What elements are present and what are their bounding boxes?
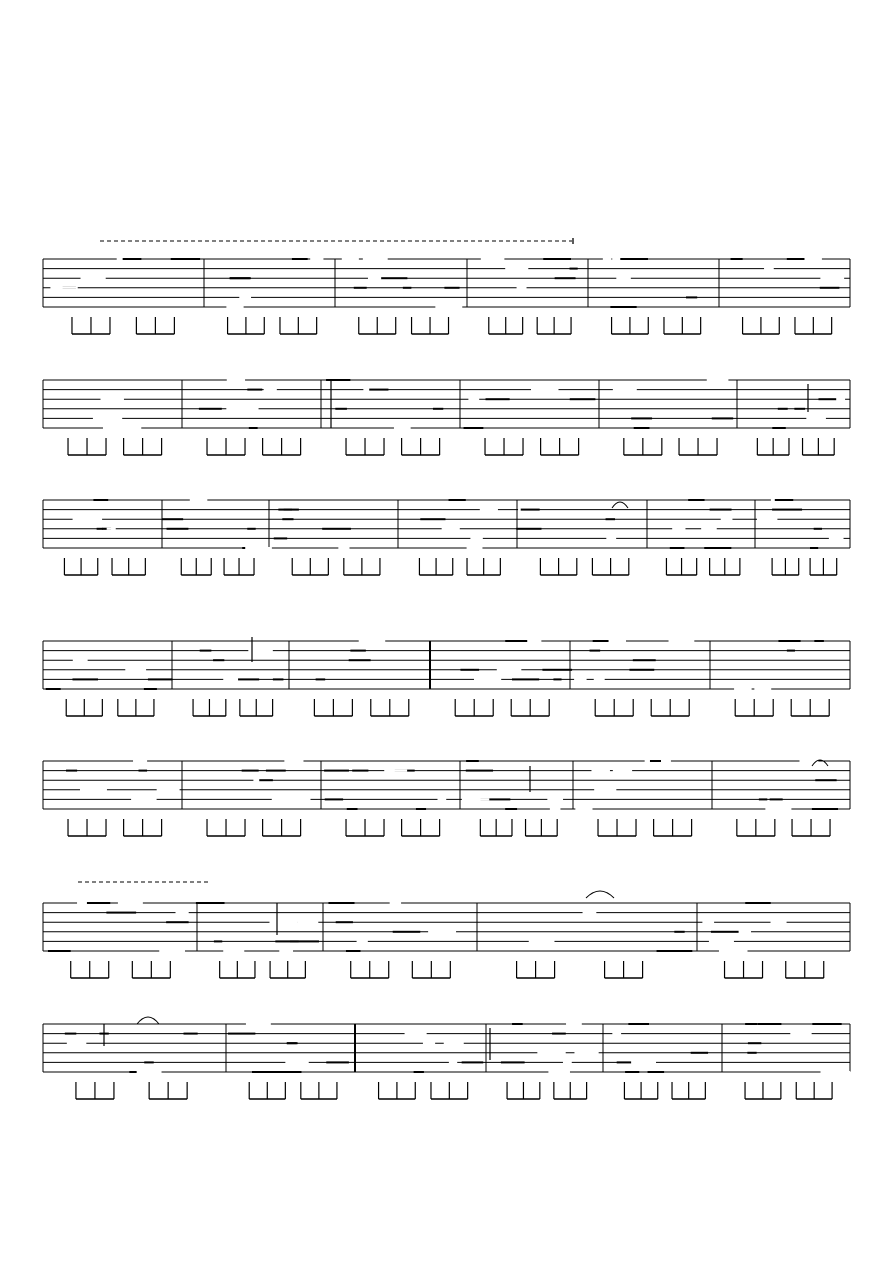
fret-mark	[259, 779, 273, 781]
fret-mark	[610, 306, 636, 308]
fret-mark	[707, 379, 729, 381]
fret-mark	[442, 528, 460, 530]
fret-mark	[346, 950, 361, 952]
fret-mark	[759, 798, 767, 800]
fret-mark	[101, 417, 111, 419]
tie-arc	[137, 1017, 159, 1024]
fret-mark	[674, 931, 684, 933]
fret-mark	[711, 931, 739, 933]
fret-mark	[369, 389, 388, 391]
fret-mark	[613, 770, 632, 772]
fret-mark	[704, 547, 731, 549]
fret-mark	[420, 518, 445, 520]
fret-mark	[778, 640, 800, 642]
fret-mark	[435, 306, 462, 308]
fret-mark	[709, 940, 734, 942]
fret-mark	[72, 678, 98, 680]
fret-mark	[77, 902, 88, 904]
fret-mark	[223, 950, 244, 952]
fret-mark	[184, 1033, 198, 1035]
fret-mark	[821, 1071, 851, 1073]
fret-mark	[67, 1042, 87, 1044]
fret-mark	[628, 1023, 649, 1025]
fret-mark	[423, 1042, 435, 1044]
fret-mark	[328, 902, 354, 904]
fret-mark	[790, 1033, 811, 1035]
fret-mark	[245, 547, 272, 549]
fret-mark	[294, 798, 311, 800]
fret-mark	[80, 789, 107, 791]
fret-mark	[231, 408, 258, 410]
fret-mark	[176, 912, 189, 914]
fret-mark	[428, 931, 456, 933]
fret-mark	[384, 770, 407, 772]
fret-mark	[787, 258, 805, 260]
fret-mark	[239, 296, 251, 298]
fret-mark	[464, 427, 484, 429]
fret-mark	[806, 417, 826, 419]
fret-mark	[144, 1061, 153, 1063]
tie-arc	[612, 502, 628, 508]
fret-mark	[612, 258, 620, 260]
fret-mark	[772, 427, 785, 429]
fret-mark	[393, 931, 421, 933]
fret-mark	[672, 528, 685, 530]
fret-mark	[550, 808, 561, 810]
fret-mark	[467, 547, 483, 549]
fret-mark	[462, 1061, 484, 1063]
fret-mark	[354, 287, 367, 289]
fret-mark	[470, 537, 482, 539]
fret-mark	[190, 499, 208, 501]
fret-mark	[501, 1061, 525, 1063]
fret-mark	[778, 408, 788, 410]
fret-mark	[688, 499, 704, 501]
fret-mark	[543, 258, 571, 260]
fret-mark	[352, 770, 368, 772]
fret-mark	[449, 499, 466, 501]
fret-mark	[349, 659, 371, 661]
fret-mark	[747, 1052, 756, 1054]
fret-mark	[765, 808, 791, 810]
fret-mark	[474, 678, 501, 680]
fret-mark	[48, 950, 71, 952]
fret-mark	[814, 528, 822, 530]
fret-mark	[505, 268, 528, 270]
fret-mark	[486, 398, 510, 400]
fret-mark	[325, 798, 343, 800]
fret-mark	[527, 640, 541, 642]
tie-arc	[586, 891, 614, 898]
fret-mark	[468, 398, 479, 400]
fret-mark	[531, 389, 559, 391]
fret-mark	[284, 509, 299, 511]
fret-mark	[247, 389, 262, 391]
fret-mark	[97, 528, 107, 530]
fret-mark	[274, 537, 287, 539]
fret-mark	[227, 379, 245, 381]
fret-mark	[745, 902, 770, 904]
fret-mark	[196, 902, 225, 904]
fret-mark	[583, 912, 597, 914]
fret-mark	[242, 770, 259, 772]
fret-mark	[350, 650, 365, 652]
fret-mark	[804, 258, 822, 260]
fret-mark	[390, 902, 401, 904]
fret-mark	[381, 277, 407, 279]
fret-mark	[157, 789, 180, 791]
fret-mark	[87, 902, 110, 904]
fret-mark	[617, 1061, 632, 1063]
fret-mark	[466, 770, 493, 772]
fret-mark	[159, 950, 185, 952]
fret-mark	[612, 1033, 621, 1035]
fret-mark	[590, 650, 601, 652]
fret-mark	[575, 808, 592, 810]
fret-mark	[125, 669, 146, 671]
fret-mark	[347, 808, 358, 810]
fret-mark	[603, 258, 611, 260]
fret-mark	[810, 547, 818, 549]
fret-mark	[552, 1033, 566, 1035]
fret-mark	[758, 1023, 782, 1025]
fret-mark	[814, 640, 824, 642]
fret-mark	[66, 770, 77, 772]
fret-mark	[73, 659, 88, 661]
fret-mark	[512, 678, 539, 680]
fret-mark	[123, 258, 142, 260]
fret-mark	[199, 408, 222, 410]
fret-mark	[570, 398, 596, 400]
fret-mark	[148, 678, 173, 680]
fret-mark	[566, 1023, 582, 1025]
fret-mark	[252, 1071, 274, 1073]
fret-mark	[338, 547, 349, 549]
fret-mark	[497, 669, 522, 671]
fret-mark	[517, 287, 527, 289]
fret-mark	[775, 499, 793, 501]
fret-mark	[712, 417, 733, 419]
fret-mark	[162, 518, 184, 520]
fret-mark	[516, 528, 541, 530]
fret-mark	[363, 258, 388, 260]
fret-mark	[249, 427, 258, 429]
fret-mark	[226, 306, 243, 308]
fret-mark	[171, 258, 200, 260]
fret-mark	[137, 1071, 162, 1073]
fret-mark	[625, 1071, 639, 1073]
fret-mark	[269, 921, 297, 923]
fret-mark	[481, 258, 505, 260]
fret-mark	[529, 940, 555, 942]
fret-mark	[606, 537, 616, 539]
fret-mark	[542, 669, 572, 671]
fret-mark	[131, 798, 157, 800]
fret-mark	[721, 518, 733, 520]
fret-mark	[416, 808, 426, 810]
fret-mark	[228, 1033, 255, 1035]
fret-mark	[266, 770, 286, 772]
fret-mark	[438, 798, 447, 800]
fret-mark	[812, 1023, 841, 1025]
fret-mark	[770, 798, 783, 800]
fret-mark	[553, 678, 561, 680]
fret-mark	[46, 688, 61, 690]
fret-mark	[357, 940, 368, 942]
fret-mark	[65, 1033, 76, 1035]
fret-mark	[613, 389, 637, 391]
fret-mark	[480, 509, 498, 511]
fret-mark	[273, 678, 284, 680]
fret-mark	[670, 547, 685, 549]
fret-mark	[631, 1061, 656, 1063]
fret-mark	[820, 277, 844, 279]
fret-mark	[50, 287, 77, 289]
fret-mark	[686, 296, 697, 298]
fret-mark	[574, 1052, 598, 1054]
fret-mark	[139, 770, 148, 772]
fret-mark	[287, 1042, 298, 1044]
fret-mark	[574, 678, 586, 680]
fret-mark	[200, 650, 212, 652]
fret-mark	[521, 509, 540, 511]
fret-mark	[247, 528, 255, 530]
fret-mark	[316, 678, 326, 680]
fret-mark	[764, 268, 774, 270]
fret-mark	[829, 537, 844, 539]
fret-mark	[444, 1042, 464, 1044]
fret-mark	[633, 659, 656, 661]
fret-mark	[144, 688, 157, 690]
fret-mark	[336, 921, 353, 923]
fret-mark	[394, 427, 411, 429]
fret-mark	[815, 779, 836, 781]
fret-mark	[444, 287, 459, 289]
fret-mark	[298, 921, 319, 923]
fret-mark	[620, 258, 639, 260]
fret-mark	[638, 258, 648, 260]
fret-mark	[794, 408, 805, 410]
fret-mark	[634, 427, 650, 429]
fret-mark	[290, 940, 319, 942]
fret-mark	[264, 389, 277, 391]
fret-mark	[166, 921, 188, 923]
fret-mark	[103, 427, 133, 429]
fret-mark	[214, 940, 222, 942]
fret-mark	[648, 1071, 665, 1073]
fret-mark	[505, 808, 517, 810]
fret-mark	[292, 258, 308, 260]
fret-mark	[167, 528, 189, 530]
fret-mark	[81, 277, 106, 279]
fret-mark	[537, 1052, 565, 1054]
fret-mark	[93, 499, 108, 501]
fret-mark	[555, 277, 576, 279]
fret-mark	[787, 650, 795, 652]
fret-mark	[547, 798, 563, 800]
fret-mark	[748, 1042, 761, 1044]
fret-mark	[771, 921, 787, 923]
fret-mark	[359, 640, 385, 642]
fret-mark	[772, 509, 802, 511]
fret-mark	[563, 1061, 572, 1063]
fret-mark	[73, 518, 103, 520]
fret-mark	[731, 258, 743, 260]
fret-mark	[650, 760, 661, 762]
fret-mark	[818, 398, 836, 400]
fret-mark	[594, 789, 616, 791]
fret-mark	[342, 258, 359, 260]
fret-mark	[505, 640, 527, 642]
fret-mark	[322, 528, 351, 530]
fret-mark	[710, 509, 732, 511]
fret-mark	[433, 408, 443, 410]
fret-mark	[734, 688, 746, 690]
fret-mark	[230, 277, 251, 279]
fret-mark	[512, 1023, 523, 1025]
fret-mark	[272, 798, 296, 800]
fret-mark	[745, 1023, 757, 1025]
fret-mark	[691, 1052, 708, 1054]
fret-mark	[285, 1061, 308, 1063]
fret-mark	[326, 1061, 349, 1063]
fret-mark	[466, 760, 479, 762]
fret-mark	[591, 770, 609, 772]
fret-mark	[273, 1071, 302, 1073]
fret-mark	[702, 921, 714, 923]
fret-mark	[310, 258, 323, 260]
fret-mark	[754, 688, 771, 690]
fret-mark	[719, 950, 748, 952]
fret-mark	[757, 518, 777, 520]
fret-mark	[246, 1023, 271, 1025]
fret-mark	[368, 277, 381, 279]
fret-mark	[403, 287, 412, 289]
fret-mark	[701, 528, 717, 530]
fret-mark	[462, 798, 489, 800]
fret-mark	[548, 1071, 570, 1073]
fret-mark	[324, 770, 349, 772]
fret-mark	[657, 950, 682, 952]
fret-mark	[284, 760, 303, 762]
fret-mark	[238, 678, 259, 680]
fret-mark	[405, 1033, 427, 1035]
fret-mark	[616, 277, 631, 279]
fret-mark	[609, 640, 626, 642]
fret-mark	[100, 398, 123, 400]
fret-mark	[282, 518, 293, 520]
fret-mark	[629, 669, 654, 671]
fret-mark	[631, 417, 652, 419]
fret-mark	[326, 379, 350, 381]
fret-mark	[606, 518, 615, 520]
fret-mark	[570, 268, 578, 270]
fret-mark	[213, 659, 224, 661]
fret-mark	[669, 640, 695, 642]
fret-mark	[414, 1071, 424, 1073]
fret-mark	[460, 669, 479, 671]
fret-mark	[133, 760, 147, 762]
fret-mark	[106, 912, 136, 914]
fret-mark	[335, 408, 347, 410]
fret-mark	[449, 1061, 457, 1063]
fret-mark	[118, 902, 143, 904]
fret-mark	[820, 287, 840, 289]
fret-mark	[279, 950, 293, 952]
fret-mark	[594, 678, 605, 680]
fret-mark	[812, 808, 838, 810]
